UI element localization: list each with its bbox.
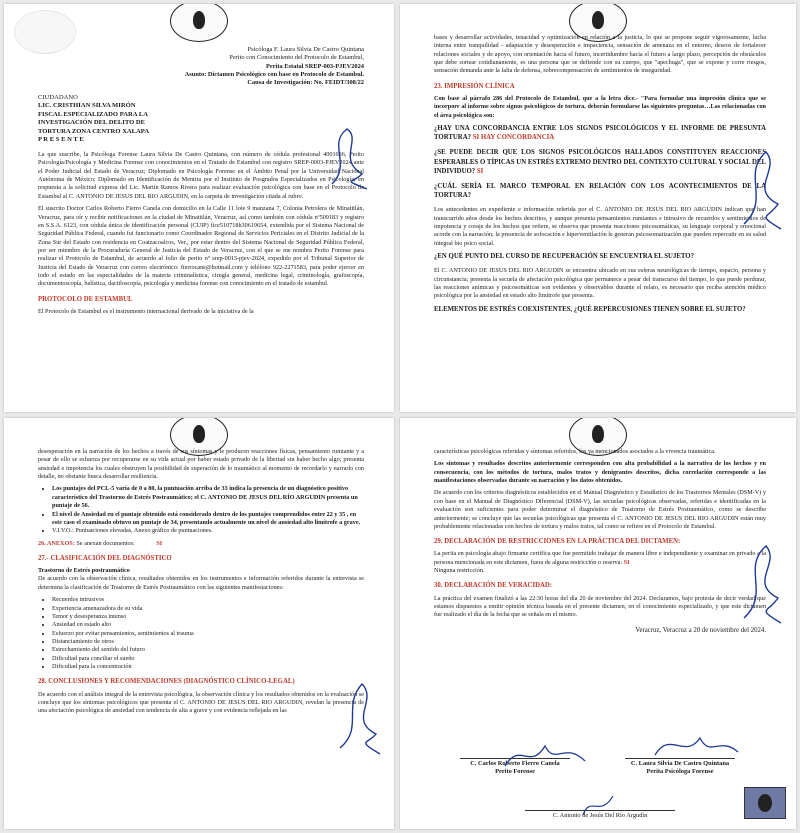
question-2: [434, 148, 766, 176]
section-title: 28. CONCLUSIONES Y RECOMENDACIONES (DIAGNÓSTICO CLÍNICO-LEGAL): [38, 678, 295, 686]
signer-role: Perito Forense: [495, 768, 535, 776]
address-line: INVESTIGACIÓN DEL DELITO DE: [38, 119, 146, 127]
list-item: • V.I.V.O.: Puntuaciones elevadas, Anexo gráfico de puntuaciones.: [52, 527, 364, 535]
document-page-1: [4, 4, 394, 412]
document-page-3: [4, 418, 394, 829]
answer-text: SI HAY CONCORDANCIA: [472, 134, 555, 142]
list-item: • Experiencia amenazadora de su vida: [52, 605, 364, 613]
restriction-note: Ninguna restricción.: [434, 567, 485, 575]
restriction-answer: SI: [623, 558, 630, 566]
annex-answer: SI: [156, 539, 163, 547]
paragraph: De acuerdo con la observación clínica, resultados obtenidos en los instrumentos e información referidos durante la entrevista se determina la clasificación de Trastorno de Estrés Postraumático con las siguientes manifestaciones:: [38, 575, 364, 591]
question-4: [434, 252, 766, 261]
section-title: 30. DECLARACIÓN DE VERACIDAD:: [434, 582, 553, 590]
signature-scribble-icon: [578, 790, 618, 820]
header-line: Perito con Conocimiento del Protocolo de Estambul,: [229, 54, 364, 62]
letter-header: [38, 46, 364, 88]
paragraph: El Protocolo de Estambul es el instrumento internacional derivado de la iniciativa de la: [38, 307, 254, 315]
section-title: 29. DECLARACIÓN DE RESTRICCIONES EN LA PRÁCTICA DEL DICTAMEN:: [434, 538, 681, 546]
question-text: ¿CUÁL SERÍA EL MARCO TEMPORAL EN RELACIÓN CON LOS ACONTECIMIENTOS DE LA TORTURA?: [434, 182, 766, 200]
symptom-list: [52, 596, 364, 671]
list-item: • El nivel de Ansiedad en el puntaje obtenido está considerado dentro de los puntajes comprendidos entre 22 y 35 , en este caso el examinado obtuvo un puntaje de 34, presentando actualmente un nivel de ansiedad alto limítrofe a grave.: [52, 511, 364, 528]
list-item: • Recuerdos intrusivos: [52, 596, 364, 604]
paragraph: Los síntomas y resultados descritos anteriormente corresponden con alta probabilidad a la narrativa de los hechos y en consecuencia, con los métodos de tortura, malos tratos y denigrantes descritos, dicha correlación corresponde a las manifestaciones observadas durante su narración y los datos obtenidos.: [434, 460, 766, 485]
date-line: Veracruz, Veracruz a 20 de noviembre del 2024.: [635, 626, 766, 634]
signer-name: C. Carlos Roberto Fierro Canela: [470, 760, 560, 767]
address-line: TORTURA ZONA CENTRO XALAPA: [38, 127, 150, 135]
paragraph: [434, 550, 766, 575]
address-line: LIC. CRISTHIAN SILVA MIRÓN: [38, 102, 136, 110]
addressee-block: [38, 94, 364, 145]
section-title: 23. IMPRESIÓN CLÍNICA: [434, 82, 515, 90]
list-item: • Temor y desesperanza intenso: [52, 613, 364, 621]
section-title: 26. ANEXOS:: [38, 539, 75, 547]
list-item: • Los puntajes del PCL-5 varía de 0 a 80, la puntuación arriba de 33 indica la presencia de un diagnóstico positivo característico del Trastorno de Estrés Postraumático; el C. ANTONIO DE JESUS DEL RÍO ARGUDIN presenta un puntaje de 56.: [52, 485, 364, 510]
section-title: 27.- CLASIFICACIÓN DEL DIAGNÓSTICO: [38, 554, 172, 562]
question-3: [434, 182, 766, 200]
answer-text: SI: [476, 167, 484, 175]
question-text: ELEMENTOS DE ESTRÉS COEXISTENTES, ¿QUÉ REPERCUSIONES TIENEN SOBRE EL SUJETO?: [434, 305, 746, 313]
list-item: • Distanciamiento de otros: [52, 638, 364, 646]
document-page-4: [400, 418, 796, 829]
signer-name: C. Antonio de Jesús Del Río Argudín: [552, 812, 648, 819]
header-line: Perita Estatal SREP-003-PJEV2024: [266, 62, 364, 70]
forensic-logo-icon: [170, 4, 228, 42]
list-item: • Dificultad para conciliar el sueño: [52, 655, 364, 663]
signature-scribble-icon: [334, 678, 384, 758]
list-item: • Esfuerzo por evitar pensamientos, sentimientos al trauma: [52, 630, 364, 638]
signature-scribble-icon: [736, 144, 786, 234]
paragraph: Con base al párrafo 286 del Protocolo de Estambul, que a la letra dice.- "Para formular una impresión clínica que se incorpore al informe sobre signos psicológicos de tortura, deberán formularse las siguientes preguntas…Las relacionadas con el área psicológica son:: [434, 94, 766, 119]
signature-scribble-icon: [500, 736, 590, 776]
header-line: Causa de Investigación: No. FEIDT/308/22: [247, 79, 364, 87]
paragraph: características psicológicas referidas y síntomas referidos, los ya mencionados asociados a la vivencia traumática.: [434, 448, 716, 455]
paragraph: La práctica del examen finalizó a las 22:30 horas del día 20 de noviembre del 2024. Declaramos, bajo protesta de decir verdad que estamos dispuestos a emitir opinión técnica basada en el presente dictamen, en el conocimiento especializado, y que este dictamen fue realizado el día de la fecha que se señala en el mismo.: [434, 594, 766, 619]
signature-scribble-icon: [322, 124, 372, 194]
paragraph: Los antecedentes en expediente e información referida por el C. ANTONIO DE JESUS DEL RIO ARGUDIN indican que han transcurrido años desde los hechos descritos, y aunque presenta pensamientos rumiantes e intrusivo de recuerdos y sentimientos de impotencia y coraje de los hechos que refiere, se observa que presenta reacciones psicosomáticas, su lenguaje corporal y emocional acorde con la narración; la presencia de sofocación e hipervenitlación le generan psicosomatización que pueden repercutir en su salud integral bio psico social.: [434, 206, 766, 247]
paragraph: El C. ANTONIO DE JESUS DEL RIO ARGUDIN se encuentra ubicado en sus esferas neurológicas de tiempo, espacio, persona y circunstancia; presenta la secuela de afectación psicológica que permanece a pesar del transcurso del tiempo, lo que puede perdurar, las reacciones anímicas y psicosomáticas son evidentes y observables durante el relato, es necesario que reciba atención médico psicológica por la ansiedad en estado alto limítrofe que presenta.: [434, 267, 766, 300]
official-stamp-icon: [744, 787, 786, 819]
question-text: ¿SE PUEDE DECIR QUE LOS SIGNOS PSICOLÓGICOS HALLADOS CONSTITUYEN REACCIONES ESPERABLES O TÍPICAS UN ESTRÉS EXTREMO DENTRO DEL CONTEXTO CULTURAL Y SOCIAL DEL INDIVIDUO?: [434, 149, 766, 175]
paragraph: La que suscribe, la Psicóloga Forense Laura Silvia De Castro Quintana, con número de cédula profesional 4001636, Perito Psicología/Psicología y Medicina Forense con conocimientos en el Tratado de Estambul con registro SREP-0003-PJEV2024 ante el Poder Judicial del Estado de Veracruz; Diplomado en Psicología Forense en el Ámbito Penal por la Universidad Nacional Autónoma de México; Diplomado en Identificación de Mentira por el Instituto de Posgrados Especializados en Psicología; en respuesta a la solicitud expresa del Lic. Martín Ramos Rivera para realizar evaluación psicológica con base en el Protocolo de Estambul al C. ANTONIO DE JESUS DEL RIO ARGUDIN, en la carpeta de investigación citada al rubro.: [38, 151, 364, 200]
restriction-text: La perita en psicología abajo firmante certifica que fue permitido trabajar de manera libre e independiente y examinar en privado a la persona mencionada en este dictamen, fuera de alguna restricción o reserva:: [434, 550, 766, 566]
header-line: Psicóloga F. Laura Silvia De Castro Quintana: [247, 46, 364, 53]
header-line: Asunto: Dictamen Psicológico con base en Protocolo de Estambul.: [184, 70, 364, 78]
question-5: [434, 305, 766, 314]
signer-role: Perita Psicóloga Forense: [646, 768, 714, 776]
address-line: CIUDADANO: [38, 93, 78, 101]
paragraph: El suscrito Doctor Carlos Roberto Fierro Canela con domicilio en la Calle 11 lote 9 manzana 7, Colonia Petrolera de Minatitlán, Veracruz, para oír y recibir notificaciones en la ciudad de Minatitlán, Veracruz, así como también con cédula nº509183 y registro en S.S.A. 6123, con cédula única de identificación personal (CUIP) fice510718h30619654, extendida por el Sistema Nacional de Seguridad Pública Federal, cuando fui funcionario como Coordinador Regional de Servicios Periciales en el Distrito Judicial de la Zona Sur del Estado con residencia en Coatzacoalcos, Ver., por estar dentro del Sistema Nacional de Seguridad Pública Federal, por ser miembro de la Procuraduría General de Justicia del Estado de Veracruz, con el que se me nombra Perito Forense para realizar el Protocolo de Estambul, de acuerdo al folio de perito nº srep-0013-pjev-2024, expedido por el Tribunal Superior de Justicia del Estado de Veracruz con correo electrónico: fierrocane@hotmail.com y teléfono 922-2271583, para poder ejercer en todo el estado en las especialidades de la materia criminalística, cirugía general, medicina legal, criminología, grafoscopía, documentoscopía, balística, dactiloscopía, psicología y medicina forense con conocimiento en el tratado de estambul.: [38, 205, 364, 288]
score-list: [52, 485, 364, 535]
paragraph: bases y desarrollar actividades, tenacidad y optimización en relación a la justicia, lo que se propone seguir vigorosamente, lucha interna entre tranquilidad - adaptación y desesperación e impaciencia, sensación de amenaza en el entorno, deseos de fortalecer relaciones sociales y de apoyo, con orientación hacia el futuro, incertidumbre hacia el futuro a largo plazo, percepción de obstáculos que debe sortear cotidianamente, es una persona que se defiende con su cuerpo, que "apechuga", que se expone y corre riesgos, sensación demanda ante la falta de defensa, sobrecompensación de sentimientos de inseguridad.: [434, 34, 766, 75]
annex-text: Se anexan documentos:: [76, 539, 135, 547]
signer-name: C. Laura Silvia De Castro Quintana: [630, 760, 730, 767]
section-title: PROTOCOLO DE ESTAMBUL: [38, 295, 133, 303]
list-item: • Estrechamiento del sentido del futuro: [52, 646, 364, 654]
question-text: ¿HAY UNA CONCORDANCIA ENTRE LOS SIGNOS PSICOLÓGICOS Y EL INFORME DE PRESUNTA TORTURA?: [434, 125, 766, 142]
list-item: • Dificultad para la concentración: [52, 663, 364, 671]
signature-scribble-icon: [736, 538, 786, 628]
question-1: [434, 124, 766, 142]
signature-scribble-icon: [650, 730, 740, 770]
address-line: FISCAL ESPECIALIZADO PARA LA: [38, 110, 148, 118]
address-line: P R E S E N T E: [38, 136, 84, 144]
question-text: ¿EN QUÉ PUNTO DEL CURSO DE RECUPERACIÓN SE ENCUENTRA EL SUJETO?: [434, 253, 694, 261]
paragraph: desesperación en la narración de los hechos a través de sus síntomas y le producen reacciones físicas, pensamiento rumiante y a pesar de ello se esfuerza por recuperarse en su vida actual por haber estado privado de la libertad sin haber hecho algo; presenta ansiedad e impotencia los cuales obstruyen la posibilidad de superación de lo traumático al momento de recordarlo y narrarlo con detalle, no obstante busca desarrollar resiliencia.: [38, 448, 364, 481]
document-page-2: [400, 4, 796, 412]
diagnosis-title: Trastorno de Estrés postraumático: [38, 567, 130, 575]
annex-line: [38, 540, 364, 548]
paragraph: De acuerdo con el análisis integral de la entrevista psicológica, la observación clínica y los resultados obtenidos en la evaluación se concluye que los síntomas psicológicos que presenta el C. ANTONIO DE JESUS DEL RIO ARGUDIN, revelan la presencia de una afectación psicológica de ansiedad con tendencia de alta a grave y con evidencia reflejada en las: [38, 690, 364, 715]
list-item: • Ansiedad en estado alto: [52, 621, 364, 629]
paragraph: De acuerdo con los criterios diagnósticos establecidos en el Manual Diagnóstico y Estadístico de los Trastornos Mentales (DSM-V) y con base en el Manual de Diagnóstico Diferencial (DSM-V), las secuelas psicológicas observadas, referidas e identificadas en la evaluación son suficientes para poder determinar el diagnóstico de Trastorno de Estrés Postraumático, como se describe anteriormente; se concluye que las secuelas psicológicas que presenta el C. ANTONIO DE JESUS DEL RIO ARGUDIN están muy probablemente relacionadas con hechos de tortura y malos tratos, tal como se refiere en el Protocolo de Estambul.: [434, 489, 766, 530]
